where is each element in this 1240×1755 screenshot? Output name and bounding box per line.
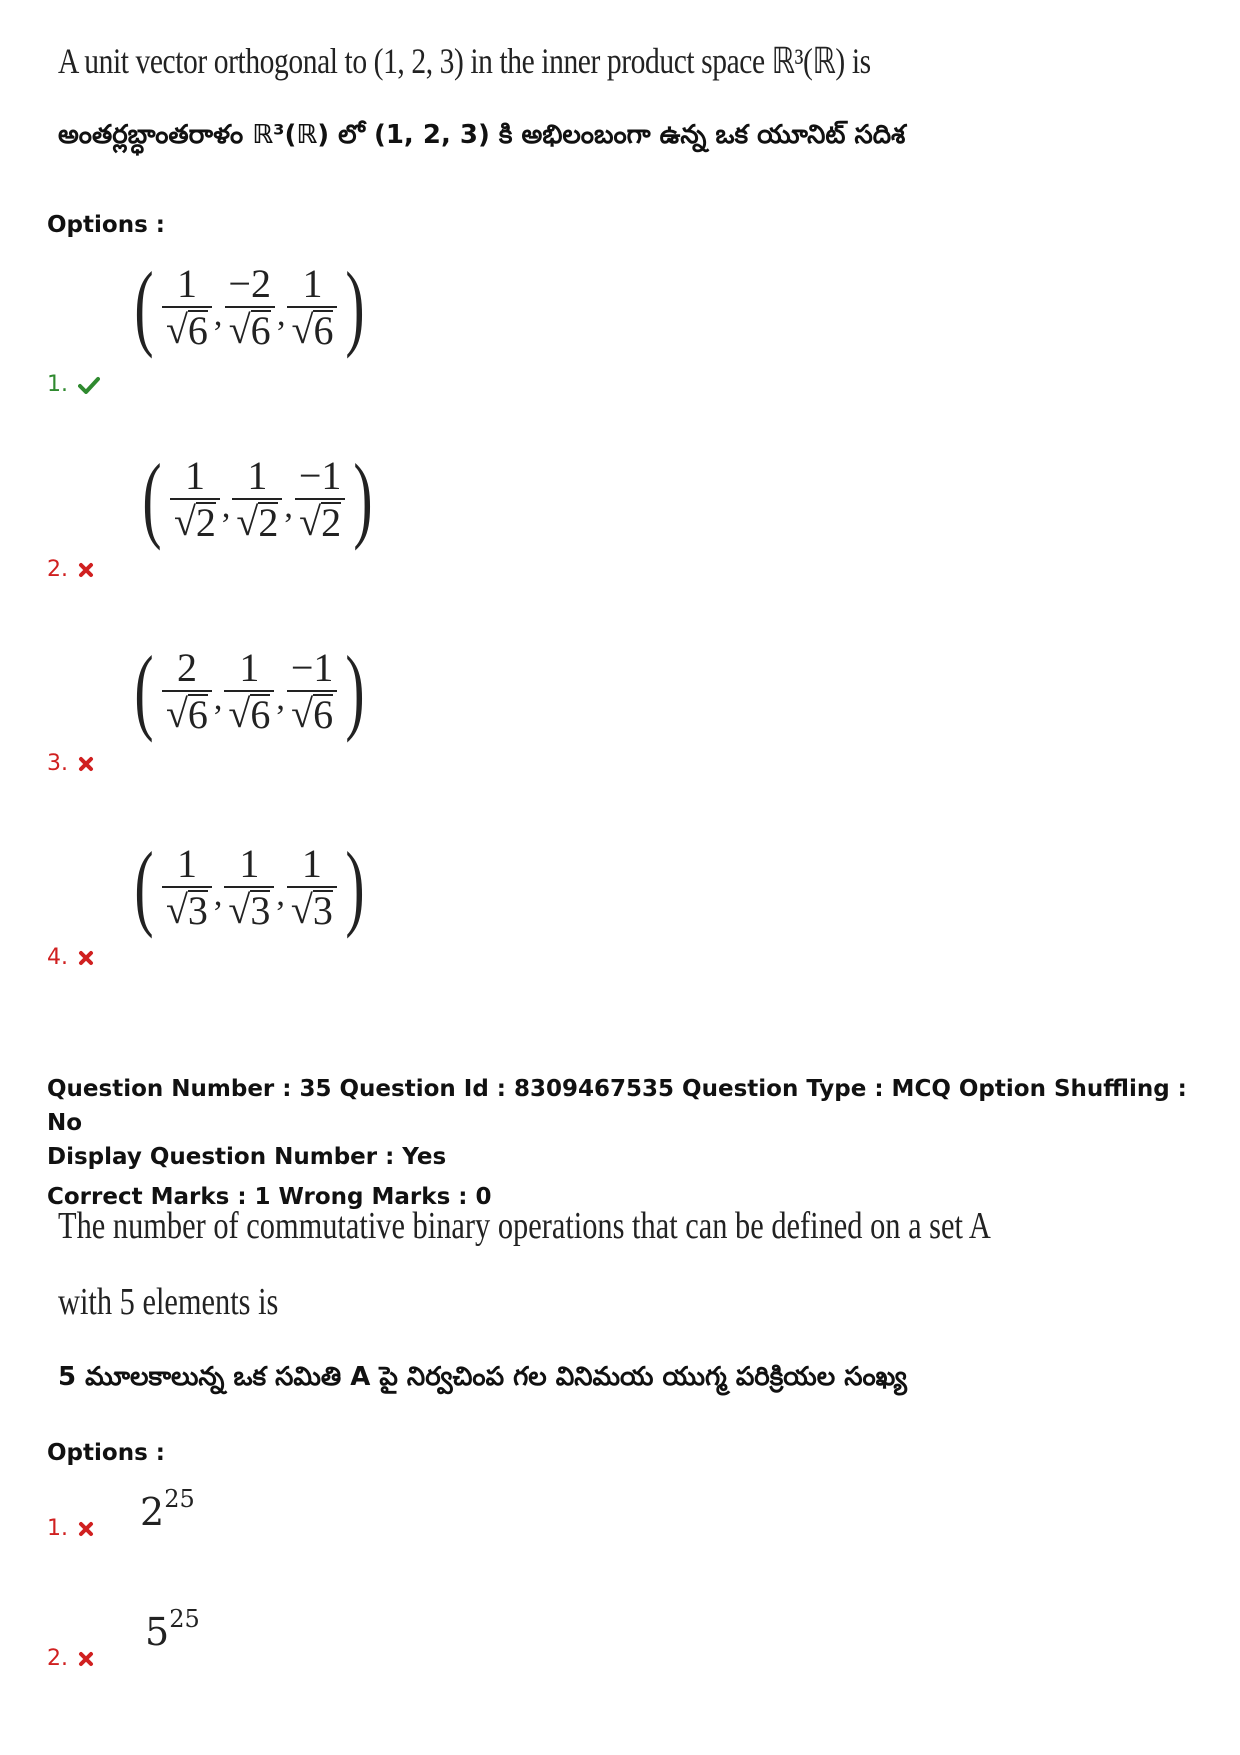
right-paren: ) [345, 252, 366, 359]
question-2-telugu-text: 5 మూలకాలున్న ఒక సమితి A పై నిర్వచింప గల వినిమయ యుగ్మ పరిక్రియల సంఖ్య [58, 1362, 907, 1392]
cross-icon [78, 562, 94, 578]
option-1-number: 1. [47, 372, 100, 397]
fraction-2: −2 √ 6 [224, 262, 275, 350]
fraction-1: 1 √ 3 [162, 842, 212, 930]
question-1-telugu-text: అంతర్లబ్ధాంతరాళం ℝ³(ℝ) లో (1, 2, 3) కి అభిలంబంగా ఉన్న ఒక యూనిట్ సదిశ [58, 120, 906, 150]
option-2-expression: $5^{25}$ [145, 1605, 200, 1654]
cross-icon [78, 1521, 94, 1537]
fraction-3: 1 √ 6 [287, 262, 337, 350]
option-2-number: 2. [47, 1646, 94, 1671]
fraction-2: 1 √ 2 [232, 454, 282, 542]
question-2-english-line-1: The number of commutative binary operations that can be defined on a set A [58, 1205, 991, 1247]
question-meta [47, 1072, 1227, 1214]
option-3-expression: ( 2 √ 6 , 1 √ 6 , −1 √ 6 ) [134, 636, 366, 743]
question-meta-line-1: Question Number : 35 Question Id : 8309467535 Question Type : MCQ Option Shuffling : No [47, 1076, 1187, 1136]
fraction-2: 1 √ 6 [224, 646, 274, 734]
option-4-expression: ( 1 √ 3 , 1 √ 3 , 1 √ 3 ) [134, 832, 365, 939]
option-1-expression: ( 1 √ 6 , −2 √ 6 , 1 √ 6 ) [134, 252, 366, 359]
radicand: 6 [250, 308, 271, 353]
question-1-english-text: A unit vector orthogonal to (1, 2, 3) in the inner product space ℝ³(ℝ) is [58, 41, 871, 81]
option-3-number: 3. [47, 751, 94, 776]
fraction-3: −1 √ 2 [295, 454, 346, 542]
radicand: 6 [187, 308, 208, 353]
option-1-number: 1. [47, 1516, 94, 1541]
cross-icon [78, 950, 94, 966]
fraction-3: 1 √ 3 [287, 842, 337, 930]
option-2-expression: ( 1 √ 2 , 1 √ 2 , −1 √ 2 ) [142, 444, 374, 551]
numerator: −2 [228, 261, 271, 306]
option-1-expression: $2^{25}$ [140, 1485, 195, 1534]
numerator: 1 [302, 261, 323, 306]
fraction-2: 1 √ 3 [224, 842, 274, 930]
radicand: 6 [313, 308, 334, 353]
fraction-1: 1 √ 2 [170, 454, 220, 542]
question-2-english-line-2: with 5 elements is [58, 1281, 279, 1323]
numerator: 1 [176, 261, 197, 306]
question-meta-line-2: Display Question Number : Yes [47, 1144, 447, 1170]
options-label: Options : [47, 212, 165, 238]
fraction-3: −1 √ 6 [287, 646, 338, 734]
fraction-1: 1 √ 6 [162, 262, 212, 350]
cross-icon [78, 1651, 94, 1667]
check-icon [78, 376, 100, 394]
option-4-number: 4. [47, 945, 94, 970]
options-label: Options : [47, 1440, 165, 1466]
left-paren: ( [134, 252, 154, 359]
option-2-number: 2. [47, 557, 94, 582]
question-marks: Correct Marks : 1 Wrong Marks : 0 [47, 1184, 492, 1210]
fraction-1: 2 √ 6 [162, 646, 212, 734]
cross-icon [78, 756, 94, 772]
